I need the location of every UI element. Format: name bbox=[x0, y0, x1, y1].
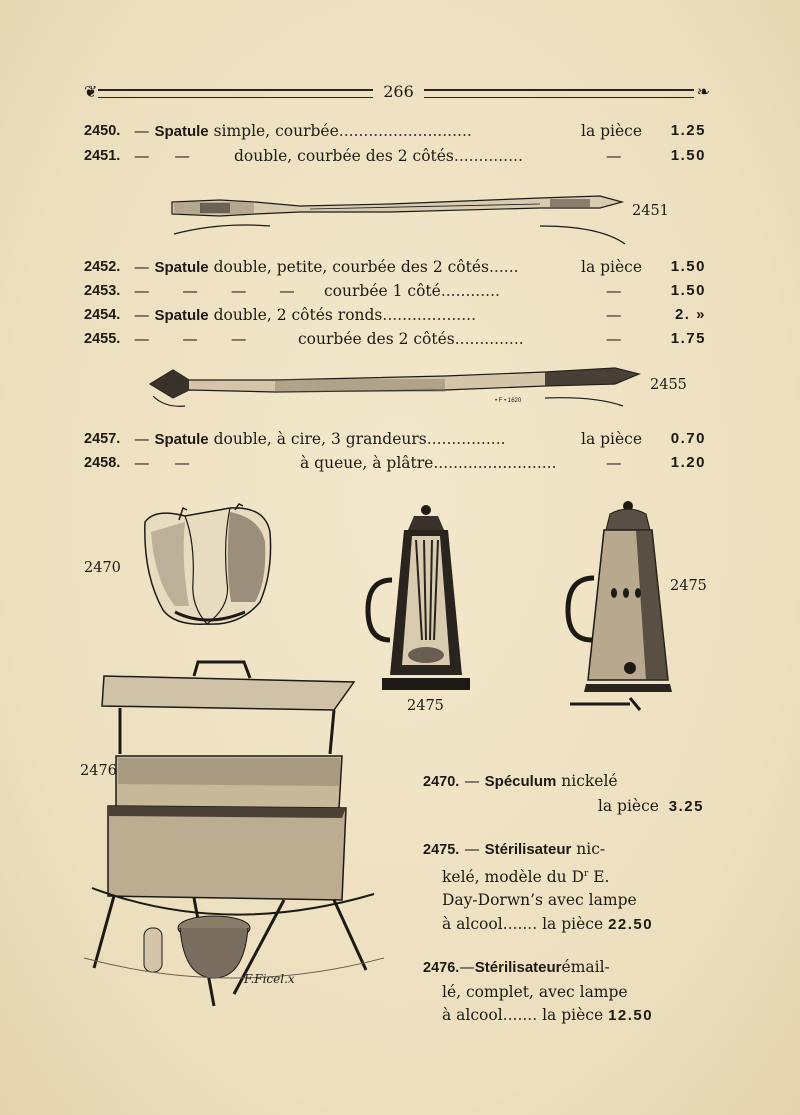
item-dash: — — bbox=[134, 147, 190, 165]
right-ornament-icon: ❧ bbox=[696, 82, 710, 101]
item-unit: — bbox=[606, 454, 622, 472]
item-row-2455 bbox=[84, 328, 710, 350]
item-name: Spatule bbox=[154, 307, 209, 324]
item-description: double, à cire, 3 grandeurs bbox=[213, 430, 427, 448]
item-description: courbée 1 côté bbox=[324, 282, 441, 300]
item-name: Spatule bbox=[154, 259, 209, 276]
item-description: simple, courbée bbox=[213, 122, 339, 140]
item-description-line2: kelé, modèle du D bbox=[442, 867, 584, 886]
figure-label-2475-left: 2475 bbox=[407, 698, 444, 714]
item-number: 2452. bbox=[84, 259, 121, 275]
item-unit: la pièce bbox=[581, 258, 643, 276]
item-block-2470 bbox=[423, 770, 708, 818]
sterilizer-closed-illustration bbox=[560, 498, 685, 718]
item-dash: — bbox=[134, 122, 150, 140]
item-dash: — bbox=[134, 258, 150, 276]
item-dash: — bbox=[134, 430, 150, 448]
item-number: 2470. bbox=[423, 774, 460, 790]
item-unit: la pièce bbox=[597, 796, 659, 815]
leader-dots: ........................... bbox=[338, 122, 472, 140]
item-row-2453 bbox=[84, 280, 710, 302]
item-dash: — — bbox=[134, 454, 190, 472]
item-number: 2451. bbox=[84, 148, 121, 164]
item-name: Stérilisateur bbox=[474, 959, 562, 976]
page-header bbox=[84, 82, 710, 106]
item-number: 2457. bbox=[84, 431, 121, 447]
item-price: 1.50 bbox=[670, 258, 706, 275]
item-number: 2476. bbox=[423, 960, 460, 976]
item-description: nickelé bbox=[556, 772, 618, 790]
item-number: 2450. bbox=[84, 123, 121, 139]
item-row-2457 bbox=[84, 428, 710, 450]
item-name: Spéculum bbox=[484, 773, 557, 790]
page-number: 266 bbox=[383, 82, 414, 101]
leader-dots: .............. bbox=[453, 147, 523, 165]
item-row-2454 bbox=[84, 304, 710, 326]
speculum-illustration bbox=[135, 502, 280, 632]
leader-dots: ....... bbox=[502, 914, 538, 933]
item-price: 1.25 bbox=[670, 122, 706, 139]
leader-dots: .............. bbox=[454, 330, 524, 348]
leader-dots: ...... bbox=[488, 258, 519, 276]
item-unit: la pièce bbox=[581, 122, 643, 140]
item-dash: — — — — bbox=[134, 282, 295, 300]
engraver-signature: F.Ficel.x bbox=[244, 972, 295, 986]
item-unit: la pièce bbox=[537, 914, 604, 933]
leader-dots: ......................... bbox=[433, 454, 557, 472]
item-name: Spatule bbox=[154, 123, 209, 140]
item-price: 22.50 bbox=[608, 915, 654, 933]
item-price: 1.20 bbox=[670, 454, 706, 471]
spatula-2455-illustration bbox=[145, 362, 645, 412]
item-description: double, 2 côtés ronds bbox=[213, 306, 383, 324]
item-dash: — bbox=[459, 772, 485, 790]
item-description: courbée des 2 côtés bbox=[298, 330, 455, 348]
item-description-line3: à alcool bbox=[442, 1006, 503, 1024]
item-description-line3: Day-Dorwn’s avec lampe bbox=[442, 891, 637, 910]
figure-label-2476: 2476 bbox=[80, 763, 117, 779]
header-rule-right bbox=[424, 89, 694, 98]
item-description-line2: lé, complet, avec lampe bbox=[442, 982, 628, 1001]
item-number: 2458. bbox=[84, 455, 121, 471]
header-rule-left bbox=[98, 89, 373, 98]
leader-dots: ................ bbox=[426, 430, 506, 448]
item-unit: — bbox=[606, 282, 622, 300]
item-number: 2453. bbox=[84, 283, 121, 299]
item-price: 1.50 bbox=[670, 282, 706, 299]
item-price: 2. » bbox=[674, 306, 706, 323]
figure-label-2451: 2451 bbox=[632, 203, 669, 219]
doctor-superscript: r bbox=[584, 868, 589, 879]
item-unit: — bbox=[606, 330, 622, 348]
item-row-2458 bbox=[84, 452, 710, 474]
item-description-line1: émail- bbox=[561, 958, 610, 976]
item-description: double, courbée des 2 côtés bbox=[234, 147, 454, 165]
item-unit: — bbox=[606, 147, 622, 165]
item-block-2475 bbox=[423, 838, 708, 936]
figure-label-2455: 2455 bbox=[650, 377, 687, 393]
spatula-stamp: • F • 1620 bbox=[495, 398, 522, 404]
item-row-2450 bbox=[84, 120, 710, 142]
item-dash: — bbox=[459, 840, 485, 858]
item-dash: — bbox=[459, 958, 475, 976]
item-description: double, petite, courbée des 2 côtés bbox=[213, 258, 489, 276]
item-number: 2455. bbox=[84, 331, 121, 347]
item-number: 2475. bbox=[423, 842, 460, 858]
item-dash: — — — bbox=[134, 330, 247, 348]
item-unit: — bbox=[606, 306, 622, 324]
leader-dots: ................... bbox=[382, 306, 477, 324]
item-dash: — bbox=[134, 306, 150, 324]
spatula-2451-illustration bbox=[160, 188, 640, 248]
item-name: Spatule bbox=[154, 431, 209, 448]
leader-dots: ............ bbox=[440, 282, 500, 300]
item-price: 3.25 bbox=[668, 797, 704, 815]
item-name: Stérilisateur bbox=[484, 841, 572, 858]
item-description: à queue, à plâtre bbox=[300, 454, 434, 472]
figure-label-2470: 2470 bbox=[84, 560, 121, 576]
item-row-2452 bbox=[84, 256, 710, 278]
item-unit: la pièce bbox=[537, 1006, 604, 1024]
item-price: 0.70 bbox=[670, 430, 706, 447]
item-unit: la pièce bbox=[581, 430, 643, 448]
leader-dots: ....... bbox=[502, 1006, 538, 1024]
item-description-line1: nic- bbox=[571, 840, 606, 858]
item-description-line4: à alcool bbox=[442, 914, 503, 933]
figure-label-2475-right: 2475 bbox=[670, 578, 707, 594]
item-price: 1.50 bbox=[670, 147, 706, 164]
enamel-sterilizer-illustration bbox=[84, 658, 384, 1018]
item-price: 1.75 bbox=[670, 330, 706, 347]
item-block-2476 bbox=[423, 956, 708, 1028]
left-ornament-icon: ❦ bbox=[84, 82, 98, 101]
item-price: 12.50 bbox=[608, 1007, 654, 1024]
item-row-2451 bbox=[84, 145, 710, 167]
item-description-line2b: E. bbox=[588, 867, 610, 886]
item-number: 2454. bbox=[84, 307, 121, 323]
